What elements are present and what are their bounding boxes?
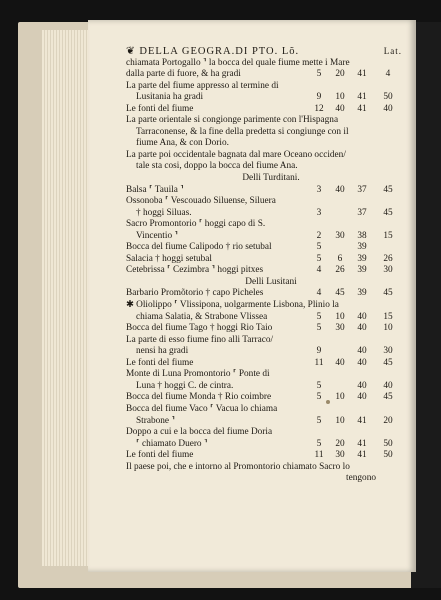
line-text: La parte poi occidentale bagnata dal mare Oceano occiden/ <box>126 149 346 160</box>
text-line <box>126 161 416 173</box>
coordinate-value: 39 <box>357 288 367 299</box>
coordinate-value: 20 <box>335 438 345 449</box>
line-text: Doppo a cui e la bocca del fiume Doria <box>126 427 273 438</box>
line-text: Cetebrissa ⸢ Cezimbra ⸣ hoggi pitxes <box>126 265 264 276</box>
text-line <box>126 439 416 451</box>
coordinate-value: 10 <box>335 311 345 322</box>
line-text: Lusitania ha gradi <box>136 92 204 103</box>
coordinate-value: 30 <box>335 323 345 334</box>
line-text: Tarraconense, & la fine della predetta si congiunge con il <box>136 126 349 137</box>
coordinate-value: 37 <box>357 184 367 195</box>
coordinate-value: 5 <box>316 242 322 253</box>
coordinate-value: 45 <box>383 184 393 195</box>
line-text: Bocca del fiume Calipodo † rio setubal <box>126 242 272 253</box>
line-text: Ossonoba ⸢ Vescouado Siluense, Siluera <box>126 196 276 207</box>
coordinate-value: 41 <box>357 438 367 449</box>
page-header <box>126 46 416 58</box>
coordinate-value: 15 <box>383 311 393 322</box>
text-line <box>126 231 416 243</box>
coordinate-value: 12 <box>314 103 324 114</box>
coordinate-value: 45 <box>335 288 345 299</box>
ink-spot <box>326 400 330 404</box>
coordinate-value: 3 <box>316 184 322 195</box>
coordinate-value: 6 <box>337 253 343 264</box>
text-line <box>126 358 416 370</box>
coordinate-value: 37 <box>357 207 367 218</box>
text-line <box>126 265 416 277</box>
coordinate-value: 40 <box>357 311 367 322</box>
coordinate-value: 41 <box>357 92 367 103</box>
coordinate-value: 2 <box>316 230 322 241</box>
coordinate-value: 39 <box>357 242 367 253</box>
coordinate-value: 40 <box>357 380 367 391</box>
coordinate-value: 45 <box>383 357 393 368</box>
coordinate-value: 40 <box>335 184 345 195</box>
coordinate-value: 30 <box>383 346 393 357</box>
text-line <box>126 185 416 197</box>
text-line <box>126 115 416 127</box>
line-text: Bocca del fiume Vaco ⸢ Vacua lo chiama <box>126 403 278 414</box>
line-text: ✱ Oliolippo ⸢ Vlissipona, uolgarmente Lisbona, Plinio la <box>126 300 339 311</box>
coordinate-value: 50 <box>383 438 393 449</box>
line-text: Delli Turditani. <box>242 173 300 184</box>
coordinate-value: 5 <box>316 69 322 80</box>
coordinate-value: 5 <box>316 380 322 391</box>
line-text: Sacro Promontorio ⸢ hoggi capo di S. <box>126 219 266 230</box>
text-line <box>126 173 416 185</box>
coordinate-value: 5 <box>316 253 322 264</box>
coordinate-value: 5 <box>316 415 322 426</box>
coordinate-value: 4 <box>385 69 391 80</box>
line-text: ⸢ chiamato Duero ⸣ <box>136 438 208 449</box>
coordinate-value: 40 <box>383 103 393 114</box>
line-text: † hoggi Siluas. <box>136 207 192 218</box>
page-stack <box>42 30 94 566</box>
text-line <box>126 58 416 70</box>
coordinate-value: 5 <box>316 323 322 334</box>
coordinate-value: 30 <box>335 230 345 241</box>
coordinate-value: 41 <box>357 415 367 426</box>
text-line <box>126 81 416 93</box>
coordinate-value: 41 <box>357 69 367 80</box>
text-line <box>126 127 416 139</box>
text-line <box>126 404 416 416</box>
line-text: La parte orientale si congionge parimente con l'Hispagna <box>126 115 339 126</box>
line-text: Bocca del fiume Monda † Rio coimbre <box>126 392 272 403</box>
coordinate-value: 9 <box>316 92 322 103</box>
coordinate-value: 30 <box>383 265 393 276</box>
text-line <box>126 381 416 393</box>
coordinate-value: 5 <box>316 438 322 449</box>
line-text: Barbario Promõtorio † capo Picheles <box>126 288 264 299</box>
coordinate-value: 40 <box>357 346 367 357</box>
text-line <box>126 242 416 254</box>
text-line <box>126 288 416 300</box>
line-text: La parte del fiume appresso al termine di <box>126 80 279 91</box>
line-text: Le fonti del fiume <box>126 450 194 461</box>
line-text: tale sta cosi, doppo la bocca del fiume Ana. <box>136 161 298 172</box>
line-text: Le fonti del fiume <box>126 103 194 114</box>
text-line <box>126 392 416 404</box>
coordinate-value: 40 <box>357 392 367 403</box>
line-text: Salacia † hoggi setubal <box>126 253 212 264</box>
line-text: chiamata Portogallo ⸣ la bocca del quale fiume mette i Mare <box>126 57 350 68</box>
text-lines <box>126 58 416 485</box>
coordinate-value: 26 <box>335 265 345 276</box>
coordinate-value: 41 <box>357 450 367 461</box>
line-text: Luna † hoggi C. de cintra. <box>136 380 234 391</box>
text-line <box>126 208 416 220</box>
line-text: La parte di esso fiume fino alli Tarraco/ <box>126 334 274 345</box>
line-text: Delli Lusitani <box>245 276 297 287</box>
coordinate-value: 45 <box>383 207 393 218</box>
text-line <box>126 462 416 474</box>
coordinate-value: 39 <box>357 265 367 276</box>
coordinate-value: 40 <box>335 103 345 114</box>
coordinate-value: 40 <box>335 357 345 368</box>
book-page <box>88 20 416 572</box>
coordinate-value: 40 <box>383 380 393 391</box>
coordinate-value: 11 <box>314 450 324 461</box>
text-line <box>126 138 416 150</box>
coordinate-value: 41 <box>357 103 367 114</box>
line-text: tengono <box>346 473 376 484</box>
coordinate-value: 20 <box>383 415 393 426</box>
coordinate-value: 20 <box>335 69 345 80</box>
line-text: chiama Salatia, & Strabone Vlissea <box>136 311 268 322</box>
text-line <box>126 300 416 312</box>
line-text: Strabone ⸣ <box>136 415 175 426</box>
column-label-lat: Lat. <box>383 46 402 56</box>
coordinate-value: 40 <box>357 323 367 334</box>
text-line <box>126 104 416 116</box>
text-line <box>126 346 416 358</box>
text-line <box>126 196 416 208</box>
line-text: Balsa ⸢ Tauila ⸣ <box>126 184 184 195</box>
text-line <box>126 369 416 381</box>
text-line <box>126 150 416 162</box>
line-text: Il paese poi, che e intorno al Promontorio chiamato Sacro lo <box>126 461 350 472</box>
text-line <box>126 323 416 335</box>
coordinate-value: 26 <box>383 253 393 264</box>
line-text: Vincentio ⸣ <box>136 230 179 241</box>
line-text: Bocca del fiume Tago † hoggi Rio Taio <box>126 323 273 334</box>
text-line <box>126 416 416 428</box>
line-text: Le fonti del fiume <box>126 357 194 368</box>
coordinate-value: 10 <box>335 415 345 426</box>
coordinate-value: 38 <box>357 230 367 241</box>
line-text: nensi ha gradi <box>136 346 189 357</box>
coordinate-value: 4 <box>316 265 322 276</box>
page-text <box>126 46 416 485</box>
line-text: fiume Ana, & con Dorio. <box>136 138 229 149</box>
coordinate-value: 10 <box>383 323 393 334</box>
coordinate-value: 9 <box>316 346 322 357</box>
text-line <box>126 92 416 104</box>
coordinate-value: 4 <box>316 288 322 299</box>
text-line <box>126 335 416 347</box>
text-line <box>126 69 416 81</box>
coordinate-value: 50 <box>383 92 393 103</box>
coordinate-value: 10 <box>335 92 345 103</box>
coordinate-value: 50 <box>383 450 393 461</box>
line-text: Monte di Luna Promontorio ⸢ Ponte di <box>126 369 270 380</box>
coordinate-value: 45 <box>383 392 393 403</box>
coordinate-value: 40 <box>357 357 367 368</box>
coordinate-value: 45 <box>383 288 393 299</box>
text-line <box>126 427 416 439</box>
coordinate-value: 15 <box>383 230 393 241</box>
coordinate-value: 30 <box>335 450 345 461</box>
coordinate-value: 5 <box>316 311 322 322</box>
text-line <box>126 473 416 485</box>
coordinate-value: 5 <box>316 392 322 403</box>
running-title: ❦ DELLA GEOGRA.DI PTO. Lõ. <box>126 46 300 57</box>
line-text: dalla parte di fuore, & ha gradi <box>126 69 241 80</box>
coordinate-value: 10 <box>335 392 345 403</box>
coordinate-value: 11 <box>314 357 324 368</box>
text-line <box>126 277 416 289</box>
text-line <box>126 450 416 462</box>
coordinate-value: 39 <box>357 253 367 264</box>
text-line <box>126 254 416 266</box>
text-line <box>126 219 416 231</box>
coordinate-value: 3 <box>316 207 322 218</box>
text-line <box>126 312 416 324</box>
